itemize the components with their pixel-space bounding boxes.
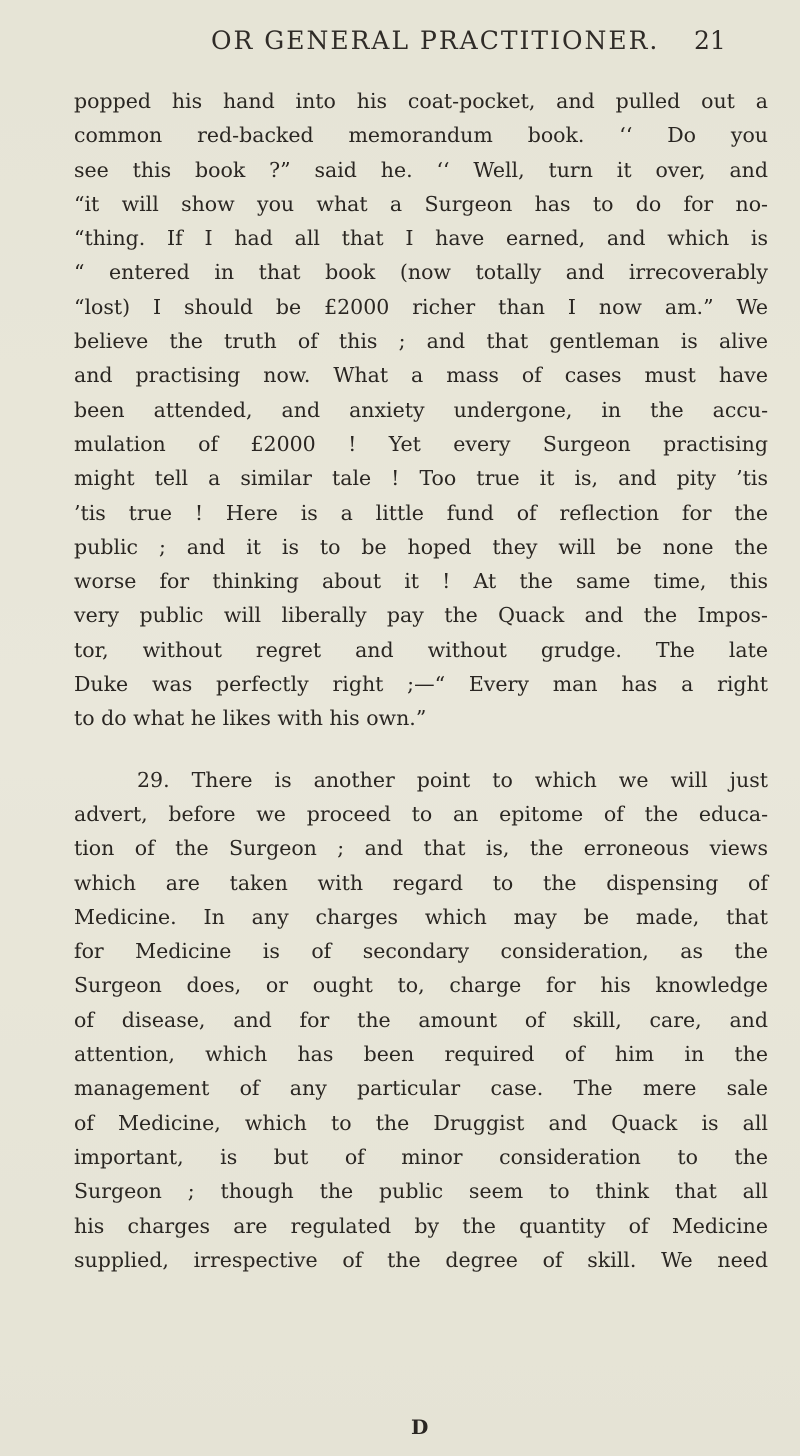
text-line: tor, without regret and without grudge. The late [74,637,768,662]
text-line: supplied, irrespective of the degree of skill. We need [74,1247,768,1272]
paragraph-gap [74,736,768,763]
text-line: Medicine. In any charges which may be made, that [74,904,768,929]
paragraph-2 [74,763,768,1277]
text-line: “thing. If I had all that I have earned, and which is [74,226,768,251]
text-line: Surgeon does, or ought to, charge for his knowledge [74,973,768,998]
text-line: of disease, and for the amount of skill, care, and [74,1007,768,1032]
text-line: been attended, and anxiety undergone, in the accu- [74,397,768,422]
text-line: important, is but of minor consideration to the [74,1144,768,1169]
text-line: for Medicine is of secondary consideration, as the [74,939,768,964]
text-line: and practising now. What a mass of cases must have [74,363,768,388]
text-line: Surgeon ; though the public seem to think that all [74,1179,768,1204]
text-line: advert, before we proceed to an epitome of the educa- [74,801,768,826]
text-line: see this book ?” said he. ‘‘ Well, turn it over, and [74,157,768,182]
text-line: of Medicine, which to the Druggist and Quack is all [74,1110,768,1135]
text-line: which are taken with regard to the dispensing of [74,870,768,895]
text-line: believe the truth of this ; and that gentleman is alive [74,329,768,354]
running-head [0,26,800,66]
text-line: common red-backed memorandum book. ‘‘ Do you [74,123,768,148]
page-number: 21 [694,26,726,55]
text-line: public ; and it is to be hoped they will be none the [74,534,768,559]
text-line: “it will show you what a Surgeon has to do for no- [74,191,768,216]
text-line: ’tis true ! Here is a little fund of reflection for the [74,500,768,525]
text-line: management of any particular case. The mere sale [74,1076,768,1101]
text-line: 29. There is another point to which we will just [137,767,768,792]
text-line: popped his hand into his coat-pocket, and pulled out a [74,89,768,113]
paragraph-1 [74,84,768,736]
text-line: to do what he likes with his own.” [74,706,427,731]
text-line: Duke was perfectly right ;—“ Every man has a right [74,672,768,697]
text-line: his charges are regulated by the quantity of Medicine [74,1213,768,1238]
body-text [74,84,768,1277]
text-line: “ entered in that book (now totally and irrecoverably [74,260,768,285]
text-line: might tell a similar tale ! Too true it is, and pity ’tis [74,466,768,491]
text-line: very public will liberally pay the Quack and the Impos- [74,603,768,628]
text-line: attention, which has been required of him in the [74,1042,768,1067]
signature-mark: D [411,1415,429,1439]
text-line: worse for thinking about it ! At the same time, this [74,569,768,594]
text-line: mulation of £2000 ! Yet every Surgeon practising [74,431,768,456]
text-line: tion of the Surgeon ; and that is, the erroneous views [74,836,768,861]
running-title: OR GENERAL PRACTITIONER. [211,26,660,55]
text-line: “lost) I should be £2000 richer than I now am.” We [74,294,768,319]
